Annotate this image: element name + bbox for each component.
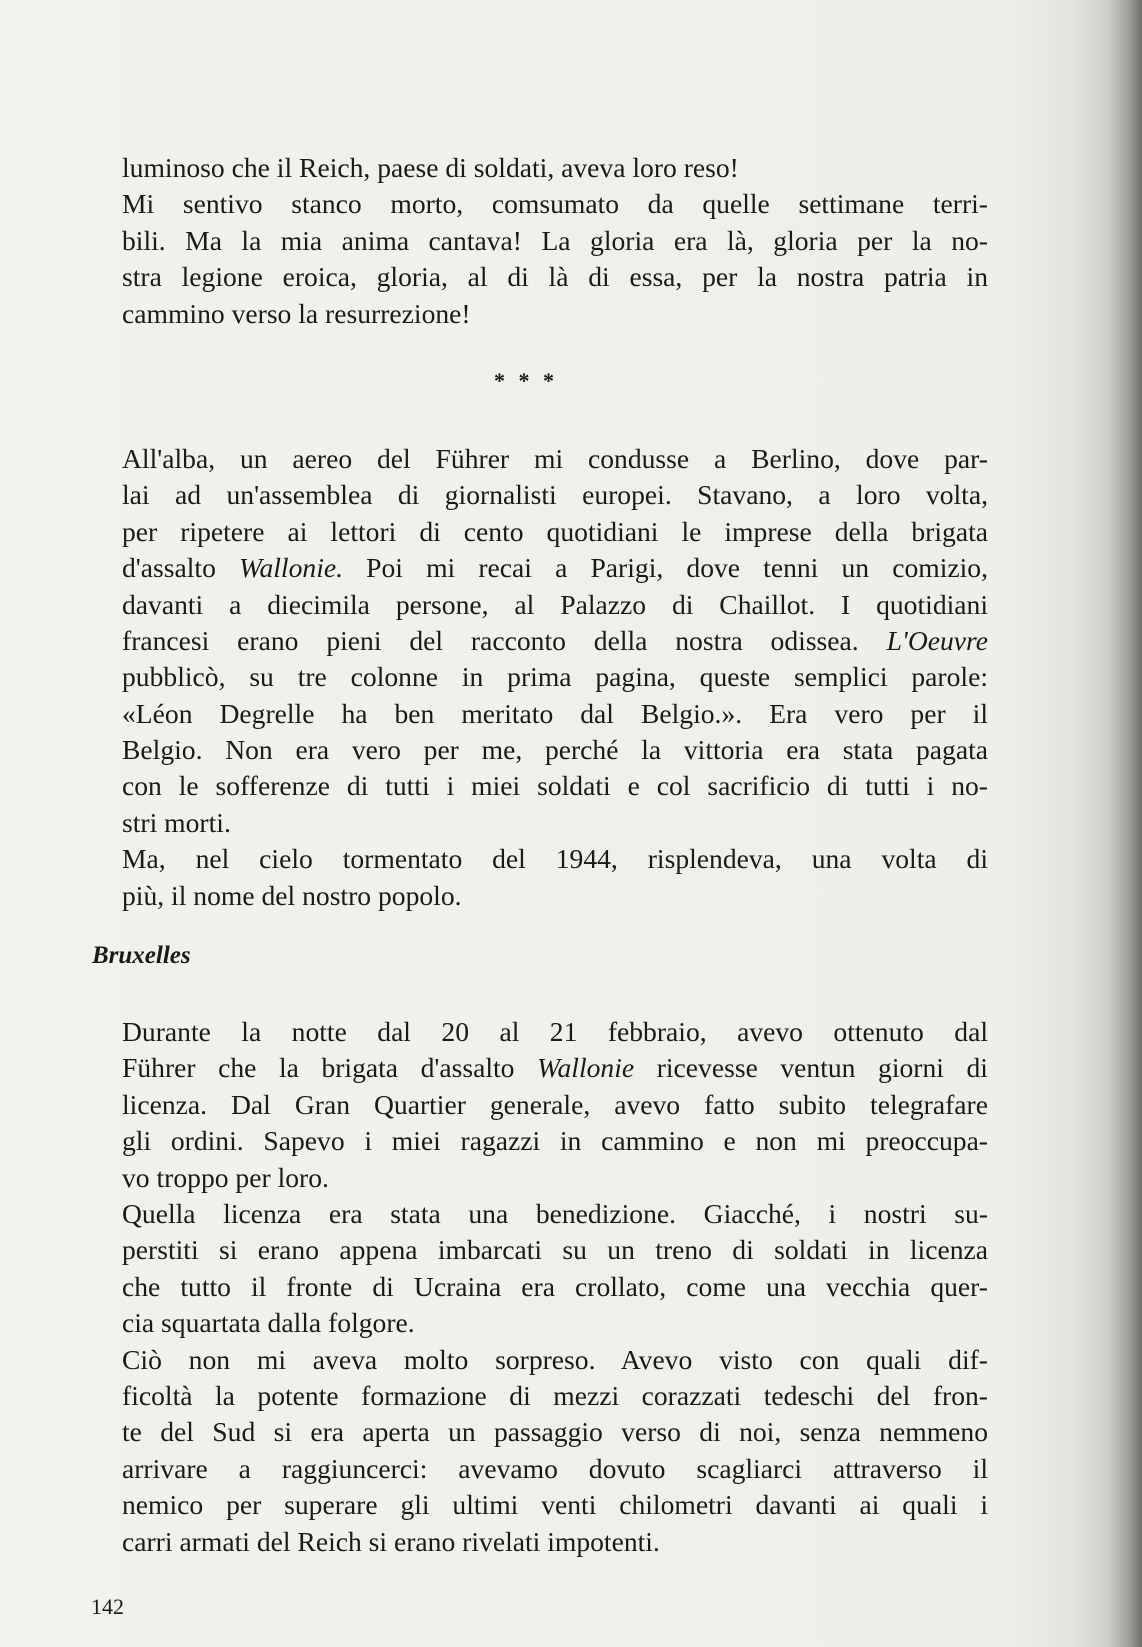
- text-line: gli ordini. Sapevo i miei ragazzi in cammino e non mi preoccupa-: [122, 1125, 988, 1157]
- text-line: nemico per superare gli ultimi venti chilometri davanti ai quali i: [122, 1489, 988, 1521]
- body-text: [122, 150, 988, 1560]
- text-line: [122, 623, 988, 659]
- text-fragment: Poi mi recai a Parigi, dove tenni un comizio,: [366, 552, 988, 584]
- text-line: te del Sud si era aperta un passaggio verso di noi, senza nemmeno: [122, 1416, 988, 1448]
- italic-title: Wallonie: [537, 1052, 635, 1084]
- text-fragment: francesi erano pieni del racconto della nostra odissea.: [122, 624, 859, 656]
- text-line: arrivare a raggiuncerci: avevamo dovuto scagliarci attraverso il: [122, 1452, 988, 1484]
- page-number: 142: [91, 1594, 124, 1619]
- text-line: con le sofferenze di tutti i miei soldati e col sacrificio di tutti i no-: [122, 770, 988, 802]
- text-line: All'alba, un aereo del Führer mi condusse a Berlino, dove par-: [122, 442, 988, 474]
- text-line: [122, 1050, 988, 1086]
- section-separator: * * *: [494, 368, 558, 393]
- text-line: lai ad un'assemblea di giornalisti europei. Stavano, a loro volta,: [122, 479, 988, 511]
- text-fragment: d'assalto: [122, 552, 216, 584]
- text-line: ficoltà la potente formazione di mezzi corazzati tedeschi del fron-: [122, 1379, 988, 1411]
- text-fragment: ricevesse ventun giorni di: [656, 1052, 988, 1084]
- text-line: vo troppo per loro.: [122, 1161, 329, 1193]
- text-fragment: Führer che la brigata d'assalto: [122, 1052, 515, 1084]
- italic-title: Wallonie.: [239, 552, 344, 584]
- heading-gap: [122, 914, 988, 1014]
- text-line: pubblicò, su tre colonne in prima pagina, queste semplici parole:: [122, 661, 988, 693]
- text-line: stri morti.: [122, 806, 231, 838]
- text-line: carri armati del Reich si erano rivelati impotenti.: [122, 1525, 660, 1557]
- text-line: perstiti si erano appena imbarcati su un treno di soldati in licenza: [122, 1234, 988, 1266]
- section-heading: Bruxelles: [92, 942, 191, 969]
- italic-title: L'Oeuvre: [886, 624, 989, 656]
- text-line: «Léon Degrelle ha ben meritato dal Belgio.». Era vero per il: [122, 697, 988, 729]
- text-line: Durante la notte dal 20 al 21 febbraio, avevo ottenuto dal: [122, 1016, 988, 1048]
- text-line: cia squartata dalla folgore.: [122, 1307, 415, 1339]
- text-line: luminoso che il Reich, paese di soldati, aveva loro reso!: [122, 152, 739, 183]
- text-line: stra legione eroica, gloria, al di là di essa, per la nostra patria in: [122, 261, 988, 293]
- text-line: bili. Ma la mia anima cantava! La gloria era là, gloria per la no-: [122, 224, 988, 256]
- text-line: più, il nome del nostro popolo.: [122, 879, 462, 911]
- text-line: cammino verso la resurrezione!: [122, 297, 471, 329]
- text-line: [122, 550, 988, 586]
- text-line: Ma, nel cielo tormentato del 1944, risplendeva, una volta di: [122, 843, 988, 875]
- text-line: per ripetere ai lettori di cento quotidiani le imprese della brigata: [122, 515, 988, 547]
- text-line: Ciò non mi aveva molto sorpreso. Avevo visto con quali dif-: [122, 1343, 988, 1375]
- text-line: che tutto il fronte di Ucraina era crollato, come una vecchia quer-: [122, 1270, 988, 1302]
- text-line: licenza. Dal Gran Quartier generale, avevo fatto subito telegrafare: [122, 1088, 988, 1120]
- text-line: davanti a diecimila persone, al Palazzo di Chaillot. I quotidiani: [122, 588, 988, 620]
- text-line: Quella licenza era stata una benedizione. Giacché, i nostri su-: [122, 1197, 988, 1229]
- text-line: Mi sentivo stanco morto, comsumato da quelle settimane terri-: [122, 188, 988, 220]
- text-line: Belgio. Non era vero per me, perché la vittoria era stata pagata: [122, 734, 988, 766]
